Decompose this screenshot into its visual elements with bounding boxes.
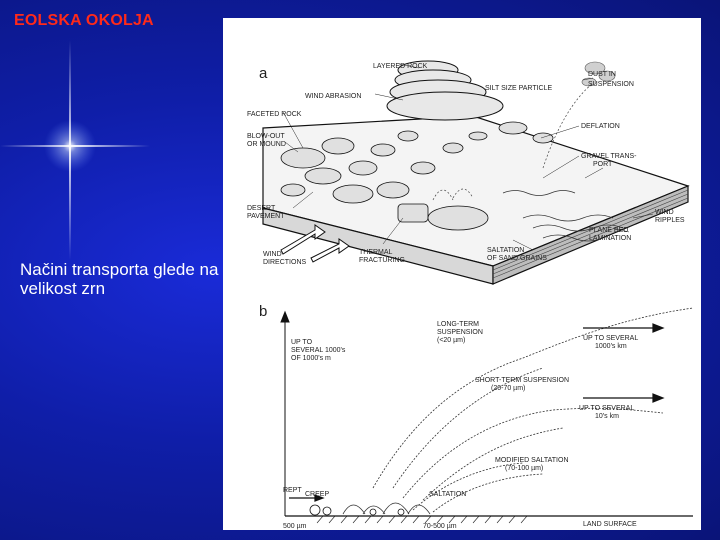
label-creep-size: 500 µm (283, 523, 307, 530)
label-long-term-2: SUSPENSION (437, 329, 483, 336)
label-saltation-a-1: SALTATION (487, 247, 525, 254)
label-gravel-trans-1: GRAVEL TRANS- (581, 153, 637, 160)
label-wind-abrasion: WIND ABRASION (305, 93, 362, 100)
label-faceted-rock: FACETED ROCK (247, 111, 302, 118)
label-desert-pavement-1: DESERT (247, 205, 276, 212)
creep-grains (310, 505, 404, 515)
height-axis-arrow (281, 312, 289, 516)
saltation-hops (343, 503, 430, 514)
label-short-term-2: (20-70 µm) (491, 385, 526, 392)
label-dust-in-1: DUST IN (588, 71, 616, 78)
label-thermal-2: FRACTURING (359, 257, 405, 264)
label-up-to-several-1a: UP TO (291, 339, 313, 346)
label-saltation-a-2: OF SAND GRAINS (487, 255, 547, 262)
slide-title: EOLSKA OKOLJA (14, 12, 154, 29)
label-dust-in-2: SUSPENSION (588, 81, 634, 88)
label-up-to-several-1b: SEVERAL 1000's (291, 347, 346, 354)
label-blow-out-2: OR MOUND (247, 141, 286, 148)
label-up-to-several-2a: UP TO SEVERAL (583, 335, 639, 342)
label-wind-ripples-1: WIND (655, 209, 674, 216)
label-up-to-several-1c: OF 1000's m (291, 355, 331, 362)
short-term-suspension-curve (403, 408, 663, 500)
label-creep-2: CREEP (305, 491, 330, 498)
label-land-surface: LAND SURFACE (583, 521, 637, 528)
label-wind-ripples-2: RIPPLES (655, 217, 685, 224)
lens-flare-decoration (0, 0, 230, 300)
label-saltation-size: 70-500 µm (423, 523, 457, 530)
label-deflation: DEFLATION (581, 123, 620, 130)
slide-caption: Načini transporta glede na velikost zrn (20, 260, 219, 298)
label-modified-saltation-2: (70-100 µm) (505, 465, 544, 472)
label-desert-pavement-2: PAVEMENT (247, 213, 285, 220)
label-plane-bed-2: LAMINATION (589, 235, 632, 242)
aeolian-transport-figure (223, 18, 701, 530)
label-wind-directions-1: WIND (263, 251, 282, 258)
label-up-to-several-3b: 10's km (595, 413, 619, 420)
panel-b-letter: b (259, 303, 268, 320)
label-saltation-b: SALTATION (429, 491, 467, 498)
panel-a-letter: a (259, 65, 268, 82)
label-long-term-3: (<20 µm) (437, 337, 466, 344)
figure-drawing (223, 18, 701, 530)
label-silt-size-particle: SILT SIZE PARTICLE (485, 85, 553, 92)
label-long-term-1: LONG-TERM (437, 321, 479, 328)
label-modified-saltation-1: MODIFIED SALTATION (495, 457, 569, 464)
label-wind-directions-2: DIRECTIONS (263, 259, 307, 266)
label-gravel-trans-2: PORT (593, 161, 613, 168)
label-blow-out-1: BLOW-OUT (247, 133, 285, 140)
label-thermal-1: THERMAL (359, 249, 393, 256)
label-short-term-1: SHORT-TERM SUSPENSION (475, 377, 569, 384)
label-up-to-several-2b: 1000's km (595, 343, 627, 350)
label-creep-1: REPT (283, 487, 302, 494)
label-plane-bed-1: PLANE BED (589, 227, 629, 234)
label-up-to-several-3a: UP TO SEVERAL (579, 405, 635, 412)
label-layered-rock: LAYERED ROCK (373, 63, 428, 70)
